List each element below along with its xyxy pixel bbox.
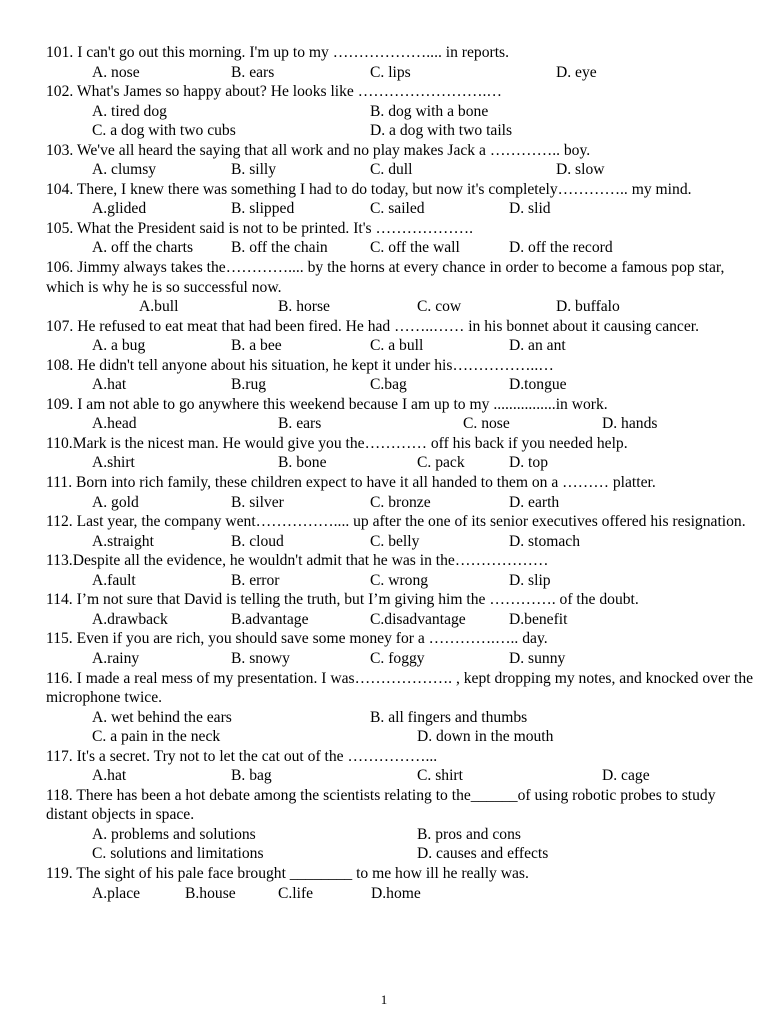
answer-option: B. silly bbox=[231, 161, 277, 179]
answer-option: C. a dog with two cubs bbox=[92, 122, 236, 140]
question-item bbox=[46, 258, 760, 317]
answer-options-row bbox=[46, 844, 760, 864]
question-stem-continued: distant objects in space. bbox=[46, 806, 195, 824]
answer-options-row bbox=[46, 160, 760, 180]
answer-option: A.head bbox=[92, 415, 137, 433]
answer-options-row bbox=[46, 121, 760, 141]
answer-option: B. bone bbox=[278, 454, 327, 472]
question-stem: 108. He didn't tell anyone about his situation, he kept it under his……………..… bbox=[46, 356, 554, 374]
question-stem: 103. We've all heard the saying that all work and no play makes Jack a ………….. boy. bbox=[46, 141, 591, 159]
answer-option: D.home bbox=[371, 884, 421, 902]
answer-option: B. a bee bbox=[231, 337, 282, 355]
question-list bbox=[46, 43, 760, 903]
answer-option: C.disadvantage bbox=[370, 610, 466, 628]
answer-option: B. error bbox=[231, 571, 280, 589]
answer-option: B. pros and cons bbox=[417, 825, 521, 843]
answer-option: B. horse bbox=[278, 298, 330, 316]
answer-option: A. problems and solutions bbox=[92, 825, 256, 843]
question-stem: 112. Last year, the company went…………….... up after the one of its senior executives offered his resignation. bbox=[46, 513, 746, 531]
question-item bbox=[46, 82, 760, 141]
question-stem: 114. I’m not sure that David is telling the truth, but I’m giving him the …………. of the doubt. bbox=[46, 591, 639, 609]
question-stem: 110.Mark is the nicest man. He would give you the………… off his back if you needed help. bbox=[46, 434, 628, 452]
question-item bbox=[46, 180, 760, 219]
answer-option: A.hat bbox=[92, 767, 127, 785]
question-item bbox=[46, 473, 760, 512]
answer-option: A. gold bbox=[92, 493, 139, 511]
answer-option: A. nose bbox=[92, 63, 140, 81]
answer-option: B. slipped bbox=[231, 200, 295, 218]
answer-option: B.advantage bbox=[231, 610, 309, 628]
answer-option: C. a pain in the neck bbox=[92, 728, 221, 746]
answer-options-row bbox=[46, 336, 760, 356]
answer-option: C. belly bbox=[370, 532, 420, 550]
question-item bbox=[46, 786, 760, 864]
answer-option: D. slip bbox=[509, 571, 551, 589]
answer-option: B. ears bbox=[231, 63, 275, 81]
question-item bbox=[46, 747, 760, 786]
question-item bbox=[46, 395, 760, 434]
question-stem: 106. Jimmy always takes the………….... by the horns at every chance in order to become a famous pop star, which is why he is so successful now. bbox=[46, 259, 725, 296]
answer-option: C. shirt bbox=[417, 767, 463, 785]
answer-options-row bbox=[46, 199, 760, 219]
answer-option: B. bag bbox=[231, 767, 272, 785]
answer-options-row bbox=[46, 571, 760, 591]
answer-option: D. buffalo bbox=[556, 298, 620, 316]
answer-option: A. clumsy bbox=[92, 161, 157, 179]
question-item bbox=[46, 356, 760, 395]
answer-option: B. off the chain bbox=[231, 239, 328, 257]
question-item bbox=[46, 590, 760, 629]
answer-option: C. solutions and limitations bbox=[92, 845, 264, 863]
answer-option: B.rug bbox=[231, 376, 267, 394]
answer-option: C. off the wall bbox=[370, 239, 460, 257]
answer-option: A.shirt bbox=[92, 454, 135, 472]
answer-option: D. down in the mouth bbox=[417, 728, 554, 746]
answer-option: D. sunny bbox=[509, 649, 566, 667]
answer-option: A.rainy bbox=[92, 649, 140, 667]
question-item bbox=[46, 43, 760, 82]
answer-option: D. causes and effects bbox=[417, 845, 549, 863]
answer-option: B. snowy bbox=[231, 649, 290, 667]
answer-options-row bbox=[46, 610, 760, 630]
question-stem: 105. What the President said is not to be printed. It's ………………. bbox=[46, 219, 473, 237]
answer-option: D.benefit bbox=[509, 610, 568, 628]
answer-options-row bbox=[46, 649, 760, 669]
answer-option: D. earth bbox=[509, 493, 560, 511]
answer-option: C.life bbox=[278, 884, 314, 902]
answer-option: B. ears bbox=[278, 415, 322, 433]
answer-option: D.tongue bbox=[509, 376, 567, 394]
answer-option: C.bag bbox=[370, 376, 407, 394]
answer-options-row bbox=[46, 493, 760, 513]
question-item bbox=[46, 317, 760, 356]
answer-option: D. slow bbox=[556, 161, 605, 179]
answer-option: D. an ant bbox=[509, 337, 566, 355]
answer-option: A.bull bbox=[139, 298, 179, 316]
answer-option: A. tired dog bbox=[92, 102, 167, 120]
question-stem: 116. I made a real mess of my presentation. I was………………. , kept dropping my notes, and knocked over the microphone twice. bbox=[46, 669, 754, 707]
answer-option: C. wrong bbox=[370, 571, 429, 589]
question-stem: 119. The sight of his pale face brought ________ to me how ill he really was. bbox=[46, 864, 529, 882]
answer-options-row bbox=[46, 884, 760, 904]
question-item bbox=[46, 551, 760, 590]
answer-options-row bbox=[46, 238, 760, 258]
answer-option: C. sailed bbox=[370, 200, 425, 218]
answer-option: D. hands bbox=[602, 415, 658, 433]
answer-options-row bbox=[46, 766, 760, 786]
answer-option: D. stomach bbox=[509, 532, 581, 550]
answer-option: B. all fingers and thumbs bbox=[370, 708, 528, 726]
question-stem: 107. He refused to eat meat that had been fired. He had ……..…… in his bonnet about it causing cancer. bbox=[46, 317, 700, 335]
answer-option: C. nose bbox=[463, 415, 510, 433]
answer-option: A.place bbox=[92, 884, 141, 902]
answer-option: D. eye bbox=[556, 63, 597, 81]
answer-option: D. a dog with two tails bbox=[370, 122, 513, 140]
answer-options-row bbox=[46, 727, 760, 747]
answer-option: A.hat bbox=[92, 376, 127, 394]
answer-option: C. dull bbox=[370, 161, 413, 179]
answer-option: C. a bull bbox=[370, 337, 424, 355]
answer-options-row bbox=[46, 414, 760, 434]
question-stem: 111. Born into rich family, these children expect to have it all handed to them on a ……… platter. bbox=[46, 474, 656, 492]
question-stem: 104. There, I knew there was something I had to do today, but now it's completely………….. my mind. bbox=[46, 180, 692, 198]
answer-option: C. lips bbox=[370, 63, 411, 81]
answer-option: B. cloud bbox=[231, 532, 284, 550]
answer-options-row bbox=[46, 708, 760, 728]
question-item bbox=[46, 434, 760, 473]
answer-options-row bbox=[46, 297, 760, 317]
question-stem: 113.Despite all the evidence, he wouldn't admit that he was in the……………… bbox=[46, 552, 549, 570]
question-item bbox=[46, 864, 760, 903]
answer-option: B. silver bbox=[231, 493, 284, 511]
answer-option: A.glided bbox=[92, 200, 147, 218]
question-stem: 109. I am not able to go anywhere this weekend because I am up to my ................in work. bbox=[46, 395, 608, 413]
question-item bbox=[46, 669, 760, 747]
answer-options-row bbox=[46, 453, 760, 473]
answer-option: D. slid bbox=[509, 200, 551, 218]
question-stem: 117. It's a secret. Try not to let the cat out of the ……………... bbox=[46, 747, 438, 765]
page-number: 1 bbox=[380, 992, 388, 1007]
question-item bbox=[46, 219, 760, 258]
question-stem: 101. I can't go out this morning. I'm up to my ……………….... in reports. bbox=[46, 44, 510, 61]
question-item bbox=[46, 141, 760, 180]
answer-option: B.house bbox=[185, 884, 236, 902]
answer-options-row bbox=[46, 532, 760, 552]
question-stem: 118. There has been a hot debate among the scientists relating to the______of using robotic probes to study bbox=[46, 786, 716, 804]
answer-option: D. off the record bbox=[509, 239, 613, 257]
answer-option: C. cow bbox=[417, 298, 462, 316]
answer-option: A.straight bbox=[92, 532, 154, 550]
answer-option: A. a bug bbox=[92, 337, 146, 355]
answer-option: D. cage bbox=[602, 767, 650, 785]
question-item bbox=[46, 512, 760, 551]
answer-options-row bbox=[46, 825, 760, 845]
question-stem: 102. What's James so happy about? He looks like …………………….… bbox=[46, 83, 502, 101]
answer-option: C. foggy bbox=[370, 649, 425, 667]
answer-options-row bbox=[46, 102, 760, 122]
answer-option: A. off the charts bbox=[92, 239, 194, 257]
answer-options-row bbox=[46, 375, 760, 395]
answer-option: B. dog with a bone bbox=[370, 102, 489, 120]
question-stem: 115. Even if you are rich, you should save some money for a ………….….. day. bbox=[46, 630, 548, 648]
answer-option: C. pack bbox=[417, 454, 465, 472]
answer-option: A.fault bbox=[92, 571, 136, 589]
answer-option: C. bronze bbox=[370, 493, 431, 511]
answer-options-row bbox=[46, 63, 760, 83]
answer-option: A.drawback bbox=[92, 610, 168, 628]
answer-option: A. wet behind the ears bbox=[92, 708, 232, 726]
question-item bbox=[46, 629, 760, 668]
answer-option: D. top bbox=[509, 454, 548, 472]
